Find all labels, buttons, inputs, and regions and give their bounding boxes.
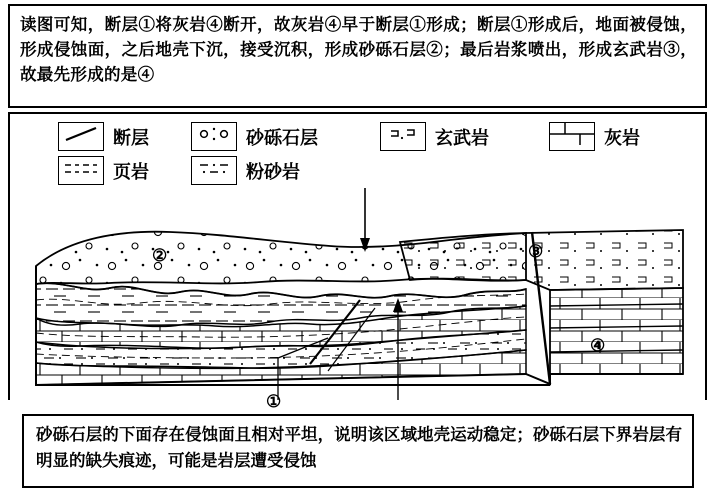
section-outline-bottom	[526, 374, 550, 384]
legend-label-limestone: 灰岩	[604, 127, 640, 148]
shale-icon	[58, 156, 104, 185]
legend-label-basalt: 玄武岩	[435, 127, 489, 148]
legend-row-2	[58, 156, 300, 185]
gravel-icon	[191, 122, 237, 151]
legend-item-siltstone	[191, 156, 300, 185]
legend-label-fault: 断层	[113, 127, 149, 148]
legend-box	[8, 112, 707, 188]
label-fault-1: ①	[266, 392, 282, 411]
legend-item-basalt	[380, 122, 489, 151]
legend-item-limestone	[549, 122, 640, 151]
basalt-icon	[380, 122, 426, 151]
legend-label-siltstone: 粉砂岩	[246, 161, 300, 182]
legend-item-fault	[58, 122, 149, 151]
label-layer-3: ③	[528, 242, 544, 261]
siltstone-icon	[191, 156, 237, 185]
bottom-explanation-text: 砂砾石层的下面存在侵蚀面且相对平坦，说明该区域地壳运动稳定；砂砾石层下界岩层有明显的缺失痕迹，可能是岩层遭受侵蚀	[36, 425, 682, 470]
bottom-explanation-box	[22, 414, 694, 488]
label-layer-2: ②	[152, 246, 168, 265]
label-layer-4: ④	[590, 336, 606, 355]
legend-label-shale: 页岩	[113, 161, 149, 182]
legend-label-gravel: 砂砾石层	[246, 127, 318, 148]
limestone-icon	[549, 122, 595, 151]
legend-item-gravel	[191, 122, 318, 151]
top-explanation-text: 读图可知，断层①将灰岩④断开，故灰岩④早于断层①形成；断层①形成后，地面被侵蚀，形成侵蚀面，之后地壳下沉，接受沉积，形成砂砾石层②；最后岩浆喷出，形成玄武岩③，故最先形成的是④	[20, 15, 697, 84]
fault-icon	[58, 122, 104, 151]
cross-section-frame	[8, 188, 707, 411]
legend-item-shale	[58, 156, 149, 185]
geological-cross-section	[10, 188, 709, 400]
top-explanation-box	[8, 4, 707, 108]
limestone-layer-4	[550, 288, 683, 374]
legend-row-1	[58, 122, 640, 151]
